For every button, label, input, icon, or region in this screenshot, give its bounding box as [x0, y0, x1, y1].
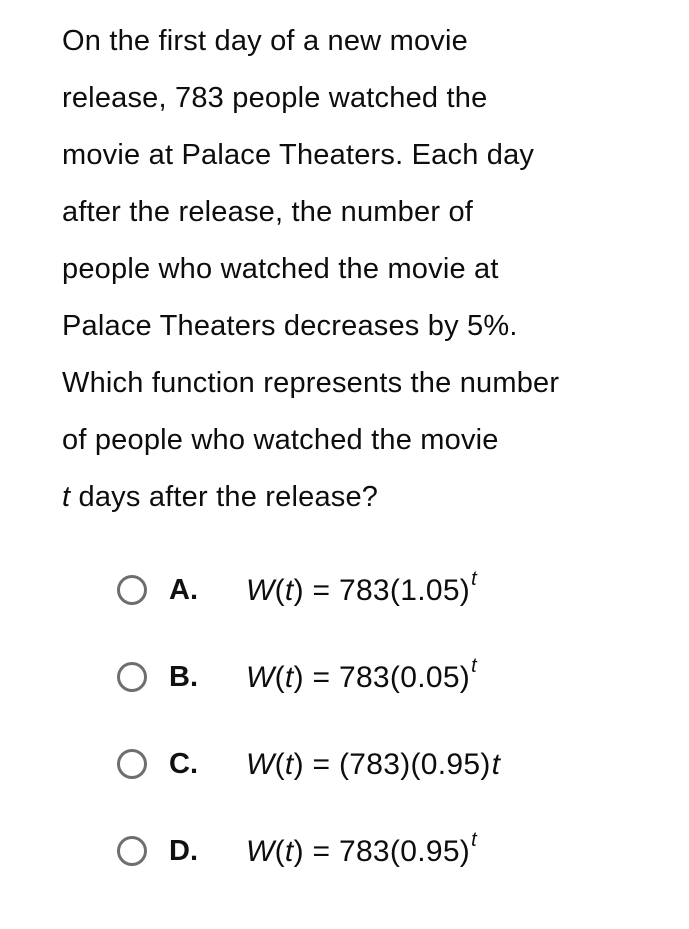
formula-base: (0.05) [389, 661, 471, 694]
formula-exponent: t [471, 829, 477, 852]
question-line-1: On the first day of a new movie [62, 25, 468, 57]
question-line-3: movie at Palace Theaters. Each day [62, 139, 535, 171]
option-row-c[interactable] [117, 741, 689, 787]
question-variable-t: t [62, 481, 71, 513]
option-row-b[interactable] [117, 654, 689, 700]
radio-button-a[interactable] [117, 575, 147, 605]
formula-equals: = [303, 748, 339, 781]
formula-arg: t [284, 661, 294, 694]
question-line-7: Which function represents the number [62, 367, 560, 399]
formula-trailing-var: t [491, 748, 501, 781]
formula-exponent: t [471, 655, 477, 678]
formula-close-paren: ) [293, 748, 304, 781]
formula-open-paren: ( [274, 748, 285, 781]
radio-button-c[interactable] [117, 749, 147, 779]
question-line-9-rest: days after the release? [70, 481, 379, 513]
formula-func: W [246, 835, 275, 868]
answer-options-list [117, 567, 689, 874]
option-row-a[interactable] [117, 567, 689, 613]
formula-equals: = [303, 835, 339, 868]
option-label-c: C. [169, 747, 198, 780]
option-row-d[interactable] [117, 828, 689, 874]
formula-coefficient: 783 [338, 574, 390, 607]
quiz-question-panel [0, 13, 689, 929]
formula-base: (0.95) [389, 835, 471, 868]
option-formula-d [246, 829, 477, 869]
question-line-5: people who watched the movie at [62, 253, 499, 285]
formula-arg: t [284, 835, 294, 868]
question-line-4: after the release, the number of [62, 196, 474, 228]
formula-equals: = [303, 574, 339, 607]
question-line-9 [62, 469, 662, 526]
formula-arg: t [284, 574, 294, 607]
formula-close-paren: ) [293, 661, 304, 694]
formula-base: (0.95) [410, 748, 491, 781]
formula-coefficient: 783 [338, 661, 390, 694]
radio-button-b[interactable] [117, 662, 147, 692]
formula-coefficient: (783) [338, 748, 411, 781]
question-line-8: of people who watched the movie [62, 424, 499, 456]
question-line-6: Palace Theaters decreases by 5%. [62, 310, 518, 342]
option-formula-a [246, 568, 477, 608]
option-formula-b [246, 655, 477, 695]
formula-close-paren: ) [293, 835, 304, 868]
formula-arg: t [284, 748, 294, 781]
formula-func: W [246, 661, 275, 694]
formula-open-paren: ( [274, 661, 285, 694]
formula-equals: = [303, 661, 339, 694]
formula-coefficient: 783 [338, 835, 390, 868]
option-label-b: B. [169, 660, 198, 693]
formula-func: W [246, 574, 275, 607]
option-label-a: A. [169, 573, 198, 606]
formula-close-paren: ) [293, 574, 304, 607]
formula-base: (1.05) [389, 574, 471, 607]
formula-func: W [246, 748, 275, 781]
option-label-d: D. [169, 834, 198, 867]
question-line-2: release, 783 people watched the [62, 82, 488, 114]
formula-open-paren: ( [274, 835, 285, 868]
formula-open-paren: ( [274, 574, 285, 607]
option-formula-c [246, 746, 500, 782]
question-text [62, 13, 662, 526]
formula-exponent: t [471, 568, 477, 591]
radio-button-d[interactable] [117, 836, 147, 866]
